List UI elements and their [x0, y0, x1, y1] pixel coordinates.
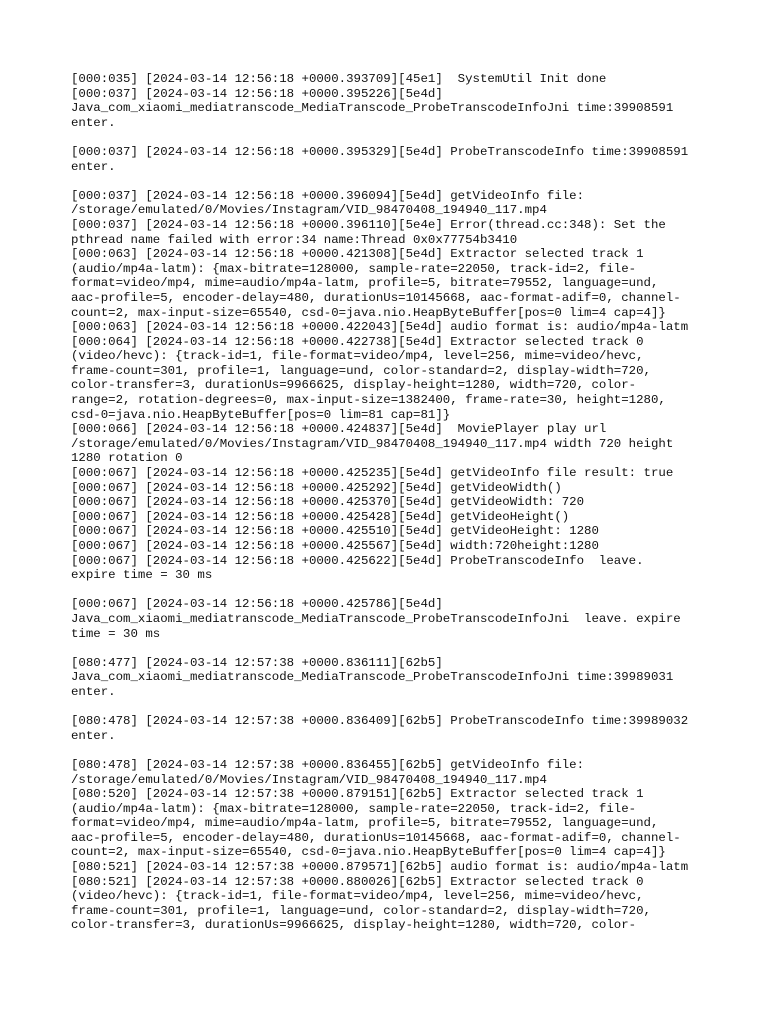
log-line: [000:067] [2024-03-14 12:56:18 +0000.425786][5e4d] — [71, 597, 443, 612]
log-line: [080:478] [2024-03-14 12:57:38 +0000.836455][62b5] getVideoInfo file: — [71, 757, 585, 772]
log-line: [080:520] [2024-03-14 12:57:38 +0000.879151][62b5] Extractor selected track 1 — [71, 787, 644, 802]
log-line: (audio/mp4a-latm): {max-bitrate=128000, sample-rate=22050, track-id=2, file- — [71, 801, 637, 816]
log-line: Java_com_xiaomi_mediatranscode_MediaTranscode_ProbeTranscodeInfoJni time:39908591 — [71, 101, 674, 116]
log-line: [000:064] [2024-03-14 12:56:18 +0000.422738][5e4d] Extractor selected track 0 — [71, 334, 644, 349]
log-line: aac-profile=5, encoder-delay=480, durationUs=10145668, aac-format-adif=0, channel- — [71, 290, 681, 305]
log-line: (audio/mp4a-latm): {max-bitrate=128000, sample-rate=22050, track-id=2, file- — [71, 261, 637, 276]
log-line: color-transfer=3, durationUs=9966625, display-height=1280, width=720, color- — [71, 918, 637, 933]
log-line: aac-profile=5, encoder-delay=480, durationUs=10145668, aac-format-adif=0, channel- — [71, 830, 681, 845]
log-line: format=video/mp4, mime=audio/mp4a-latm, profile=5, bitrate=79552, language=und, — [71, 276, 659, 291]
log-line: [000:067] [2024-03-14 12:56:18 +0000.425567][5e4d] width:720height:1280 — [71, 539, 599, 553]
log-line: [000:037] [2024-03-14 12:56:18 +0000.396094][5e4d] getVideoInfo file: — [71, 188, 585, 203]
log-line: count=2, max-input-size=65540, csd-0=java.nio.HeapByteBuffer[pos=0 lim=4 cap=4]} — [71, 305, 666, 320]
log-line: color-transfer=3, durationUs=9966625, display-height=1280, width=720, color- — [71, 378, 637, 393]
log-entry-probe-enter-2 — [71, 714, 711, 743]
log-line: [000:063] [2024-03-14 12:56:18 +0000.421308][5e4d] Extractor selected track 1 — [71, 247, 644, 262]
log-line: [000:067] [2024-03-14 12:56:18 +0000.425510][5e4d] getVideoHeight: 1280 — [71, 524, 599, 539]
log-line: [080:521] [2024-03-14 12:57:38 +0000.879571][62b5] audio format is: audio/mp4a-latm — [71, 860, 689, 875]
log-line: [000:035] [2024-03-14 12:56:18 +0000.393709][45e1] SystemUtil Init done — [71, 72, 607, 86]
log-entry-video-info — [71, 189, 711, 583]
log-line: enter. — [71, 728, 116, 743]
log-line: 1280 rotation 0 — [71, 451, 183, 466]
log-line: (video/hevc): {track-id=1, file-format=video/mp4, level=256, mime=video/hevc, — [71, 889, 644, 904]
log-line: [000:067] [2024-03-14 12:56:18 +0000.425622][5e4d] ProbeTranscodeInfo leave. — [71, 553, 644, 568]
log-line: csd-0=java.nio.HeapByteBuffer[pos=0 lim=81 cap=81]} — [71, 407, 451, 422]
log-entry-video-info-2 — [71, 758, 711, 933]
log-line: count=2, max-input-size=65540, csd-0=java.nio.HeapByteBuffer[pos=0 lim=4 cap=4]} — [71, 845, 666, 860]
log-line: enter. — [71, 684, 116, 699]
log-line: enter. — [71, 159, 116, 174]
log-line: /storage/emulated/0/Movies/Instagram/VID_98470408_194940_117.mp4 width 720 height — [71, 436, 674, 451]
log-entry-systemutil-init — [71, 72, 711, 130]
log-line: time = 30 ms — [71, 626, 161, 641]
log-line: /storage/emulated/0/Movies/Instagram/VID_98470408_194940_117.mp4 — [71, 203, 547, 218]
log-line: [080:477] [2024-03-14 12:57:38 +0000.836111][62b5] — [71, 655, 443, 670]
log-line: [000:067] [2024-03-14 12:56:18 +0000.425235][5e4d] getVideoInfo file result: true — [71, 466, 674, 481]
log-line: format=video/mp4, mime=audio/mp4a-latm, profile=5, bitrate=79552, language=und, — [71, 816, 659, 831]
log-line: [080:521] [2024-03-14 12:57:38 +0000.880026][62b5] Extractor selected track 0 — [71, 874, 644, 889]
log-line: expire time = 30 ms — [71, 568, 213, 583]
log-line: [000:067] [2024-03-14 12:56:18 +0000.425428][5e4d] getVideoHeight() — [71, 509, 570, 524]
log-line: [000:066] [2024-03-14 12:56:18 +0000.424837][5e4d] MoviePlayer play url — [71, 422, 607, 437]
log-line: frame-count=301, profile=1, language=und, color-standard=2, display-width=720, — [71, 903, 651, 918]
log-entry-probe-enter — [71, 145, 711, 174]
log-entry-jni-enter-2 — [71, 656, 711, 700]
log-line: [000:037] [2024-03-14 12:56:18 +0000.395226][5e4d] — [71, 86, 443, 101]
log-entry-jni-leave — [71, 597, 711, 641]
log-line: frame-count=301, profile=1, language=und, color-standard=2, display-width=720, — [71, 363, 651, 378]
log-line: [000:037] [2024-03-14 12:56:18 +0000.395329][5e4d] ProbeTranscodeInfo time:39908591 — [71, 144, 689, 159]
log-line: [080:478] [2024-03-14 12:57:38 +0000.836409][62b5] ProbeTranscodeInfo time:39989032 — [71, 714, 689, 729]
log-line: Java_com_xiaomi_mediatranscode_MediaTranscode_ProbeTranscodeInfoJni time:39989031 — [71, 670, 674, 685]
log-line: pthread name failed with error:34 name:Thread 0x0x77754b3410 — [71, 232, 518, 247]
log-line: [000:063] [2024-03-14 12:56:18 +0000.422043][5e4d] audio format is: audio/mp4a-latm — [71, 320, 689, 335]
log-line: range=2, rotation-degrees=0, max-input-size=1382400, frame-rate=30, height=1280, — [71, 393, 666, 408]
log-line: /storage/emulated/0/Movies/Instagram/VID_98470408_194940_117.mp4 — [71, 772, 547, 787]
log-line: [000:037] [2024-03-14 12:56:18 +0000.396110][5e4e] Error(thread.cc:348): Set the — [71, 217, 666, 232]
log-line: enter. — [71, 115, 116, 130]
log-line: Java_com_xiaomi_mediatranscode_MediaTranscode_ProbeTranscodeInfoJni leave. expire — [71, 611, 681, 626]
log-line: (video/hevc): {track-id=1, file-format=video/mp4, level=256, mime=video/hevc, — [71, 349, 644, 364]
log-line: [000:067] [2024-03-14 12:56:18 +0000.425370][5e4d] getVideoWidth: 720 — [71, 495, 585, 510]
log-line: [000:067] [2024-03-14 12:56:18 +0000.425292][5e4d] getVideoWidth() — [71, 480, 562, 495]
log-document — [71, 72, 711, 948]
